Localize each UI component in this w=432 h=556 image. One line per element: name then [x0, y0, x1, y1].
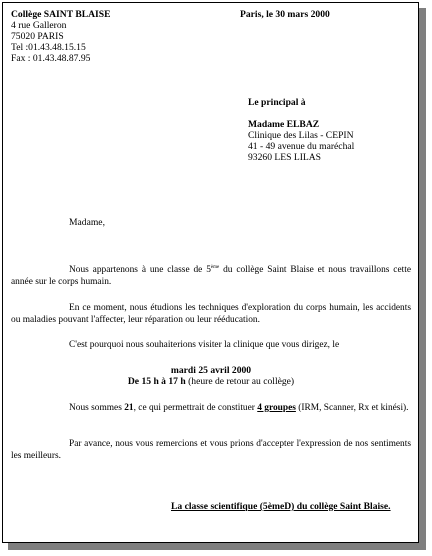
visit-note: (heure de retour au collège) [185, 376, 295, 387]
sender-address-line2: 75020 PARIS [11, 31, 64, 42]
paragraph-5: Par avance, nous vous remercions et vous prions d'accepter l'expression de nos sentiments les meilleurs. [11, 439, 411, 461]
recipient-title: Le principal à [248, 97, 306, 108]
paragraph-4: Nous sommes 21, ce qui permettrait de constituer 4 groupes (IRM, Scanner, Rx et kinési). [69, 403, 409, 413]
visit-time-line [11, 376, 411, 387]
paragraph-3: C'est pourquoi nous souhaiterions visiter la clinique que vous dirigez, le [69, 340, 340, 350]
groups-count: 4 groupes [257, 403, 296, 413]
recipient-street: 41 - 49 avenue du maréchal [248, 141, 355, 152]
paragraph-1: Nous appartenons à une classe de 5ème du collège Saint Blaise et nous travaillons cette année sur le corps humain. [11, 264, 412, 287]
sender-name: Collège SAINT BLAISE [11, 9, 111, 20]
sender-address-line1: 4 rue Galleron [11, 20, 67, 31]
student-count: 21 [124, 403, 134, 413]
sender-fax: Fax : 01.43.48.87.95 [11, 53, 91, 64]
recipient-name: Madame ELBAZ [248, 119, 320, 130]
date-line: Paris, le 30 mars 2000 [240, 9, 330, 20]
recipient-org: Clinique des Lilas - CEPIN [248, 130, 354, 141]
visit-date: mardi 25 avril 2000 [170, 365, 252, 376]
sender-tel: Tel :01.43.48.15.15 [11, 42, 86, 53]
paragraph-2: En ce moment, nous étudions les techniques d'exploration du corps humain, les accidents ou maladies pouvant l'affecter, leur réparation ou leur rééducation. [11, 303, 411, 325]
letter-page [2, 2, 419, 543]
signature: La classe scientifique (5èmeD) du collège Saint Blaise. [171, 501, 391, 512]
salutation: Madame, [69, 217, 105, 228]
recipient-city: 93260 LES LILAS [248, 152, 322, 163]
visit-time: De 15 h à 17 h [127, 376, 186, 387]
